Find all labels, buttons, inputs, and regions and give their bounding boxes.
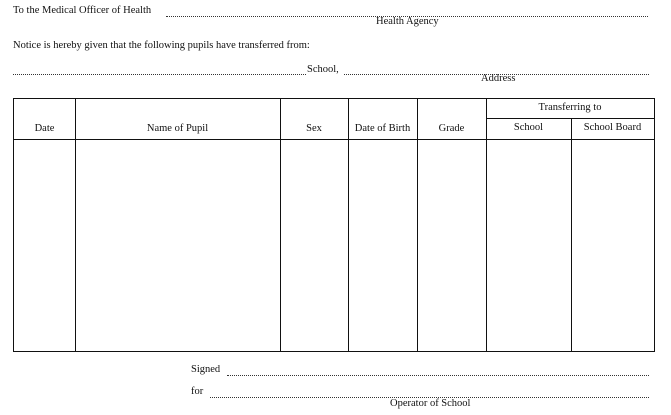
col-header-date: Date — [34, 123, 55, 134]
signed-label: Signed — [191, 364, 221, 375]
address-caption: Address — [481, 73, 516, 84]
col-header-transferring-to: Transferring to — [538, 102, 602, 113]
table-body-entry-area[interactable] — [14, 140, 654, 351]
school-label: School, — [307, 64, 339, 75]
for-label: for — [191, 386, 204, 397]
col-header-school-board: School Board — [583, 122, 642, 133]
health-agency-caption: Health Agency — [376, 16, 439, 27]
pupil-transfer-table — [13, 98, 655, 352]
col-header-name: Name of Pupil — [146, 123, 209, 134]
col-header-grade: Grade — [438, 123, 465, 134]
col-header-school: School — [513, 122, 544, 133]
group-header-divider — [486, 118, 654, 119]
to-line-label: To the Medical Officer of Health — [13, 5, 152, 16]
operator-caption: Operator of School — [390, 398, 471, 409]
notice-text: Notice is hereby given that the following pupils have transferred from: — [13, 40, 310, 51]
school-fill-line[interactable] — [13, 74, 306, 75]
signed-fill-line[interactable] — [227, 375, 649, 376]
col-header-sex: Sex — [306, 123, 322, 134]
col-header-dob: Date of Birth — [354, 123, 411, 134]
